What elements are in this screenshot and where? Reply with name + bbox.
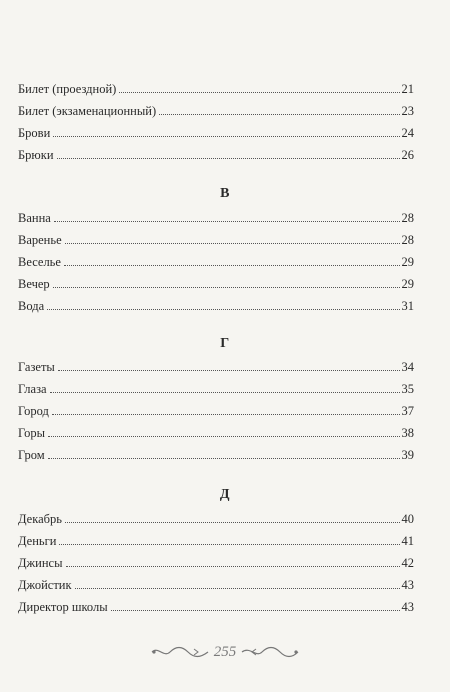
toc-entry	[18, 231, 414, 247]
toc-entry-label: Город	[18, 404, 49, 418]
toc-entry	[18, 102, 414, 118]
toc-entry-label: Брови	[18, 126, 51, 140]
dot-leader	[58, 370, 400, 371]
dot-leader	[48, 458, 400, 459]
ornament-flourish-icon	[150, 646, 210, 658]
toc-entry-page: 43	[401, 600, 414, 614]
toc-entry	[18, 402, 414, 418]
toc-entry-page: 37	[401, 404, 414, 418]
toc-entry-label: Гром	[18, 448, 45, 462]
toc-entry-label: Веселье	[18, 255, 61, 269]
toc-entry-page: 23	[401, 104, 414, 118]
dot-leader	[59, 544, 399, 545]
toc-entry-page: 42	[401, 556, 414, 570]
toc-entry	[18, 598, 414, 614]
dot-leader	[48, 436, 399, 437]
dot-leader	[66, 566, 400, 567]
toc-entry-label: Вода	[18, 299, 45, 313]
toc-entry	[18, 253, 414, 269]
toc-entry-label: Варенье	[18, 233, 62, 247]
toc-entry	[18, 380, 414, 396]
section-letter-heading: В	[220, 186, 230, 201]
ornament-flourish-icon	[240, 646, 300, 658]
dot-leader	[47, 309, 399, 310]
page-footer	[0, 640, 450, 664]
toc-entry-label: Газеты	[18, 360, 55, 374]
toc-entry-page: 31	[401, 299, 414, 313]
toc-entry	[18, 146, 414, 162]
toc-entry-label: Деньги	[18, 534, 57, 548]
toc-entry-page: 24	[401, 126, 414, 140]
dot-leader	[52, 414, 400, 415]
dot-leader	[65, 243, 400, 244]
toc-entry	[18, 554, 414, 570]
dot-leader	[75, 588, 400, 589]
toc-entry	[18, 124, 414, 140]
toc-entry-label: Директор школы	[18, 600, 108, 614]
toc-entry	[18, 297, 414, 313]
toc-entry-page: 21	[401, 82, 414, 96]
toc-entry-page: 29	[401, 255, 414, 269]
toc-entry	[18, 80, 414, 96]
dot-leader	[53, 136, 399, 137]
section-letter-heading: Г	[220, 336, 230, 351]
toc-entry-label: Глаза	[18, 382, 47, 396]
toc-entry-label: Горы	[18, 426, 46, 440]
dot-leader	[54, 221, 400, 222]
toc-entry-label: Джинсы	[18, 556, 63, 570]
dot-leader	[53, 287, 400, 288]
toc-entry-label: Джойстик	[18, 578, 72, 592]
section-letter-heading: Д	[219, 487, 231, 502]
toc-entry-page: 34	[401, 360, 414, 374]
dot-leader	[64, 265, 400, 266]
dot-leader	[159, 114, 399, 115]
dot-leader	[111, 610, 400, 611]
toc-entry-page: 39	[401, 448, 414, 462]
toc-entry-page: 41	[401, 534, 414, 548]
toc-entry	[18, 576, 414, 592]
toc-entry-page: 26	[401, 148, 414, 162]
toc-entry-label: Вечер	[18, 277, 50, 291]
toc-entry	[18, 532, 414, 548]
toc-entry-label: Декабрь	[18, 512, 62, 526]
dot-leader	[65, 522, 400, 523]
toc-entry	[18, 510, 414, 526]
toc-entry-label: Брюки	[18, 148, 54, 162]
toc-entry-page: 28	[401, 233, 414, 247]
page-number: 255	[213, 643, 237, 660]
toc-entry	[18, 424, 414, 440]
toc-entry	[18, 275, 414, 291]
toc-entry	[18, 209, 414, 225]
toc-entry-page: 35	[401, 382, 414, 396]
toc-entry-page: 38	[401, 426, 414, 440]
dot-leader	[57, 158, 400, 159]
toc-entry-label: Ванна	[18, 211, 51, 225]
toc-entry-label: Билет (проездной)	[18, 82, 117, 96]
toc-entry	[18, 446, 414, 462]
toc-entry-label: Билет (экзаменационный)	[18, 104, 157, 118]
dot-leader	[119, 92, 399, 93]
toc-entry-page: 28	[401, 211, 414, 225]
toc-entry-page: 29	[401, 277, 414, 291]
dot-leader	[50, 392, 400, 393]
toc-entry-page: 43	[401, 578, 414, 592]
toc-entry	[18, 358, 414, 374]
toc-entry-page: 40	[401, 512, 414, 526]
